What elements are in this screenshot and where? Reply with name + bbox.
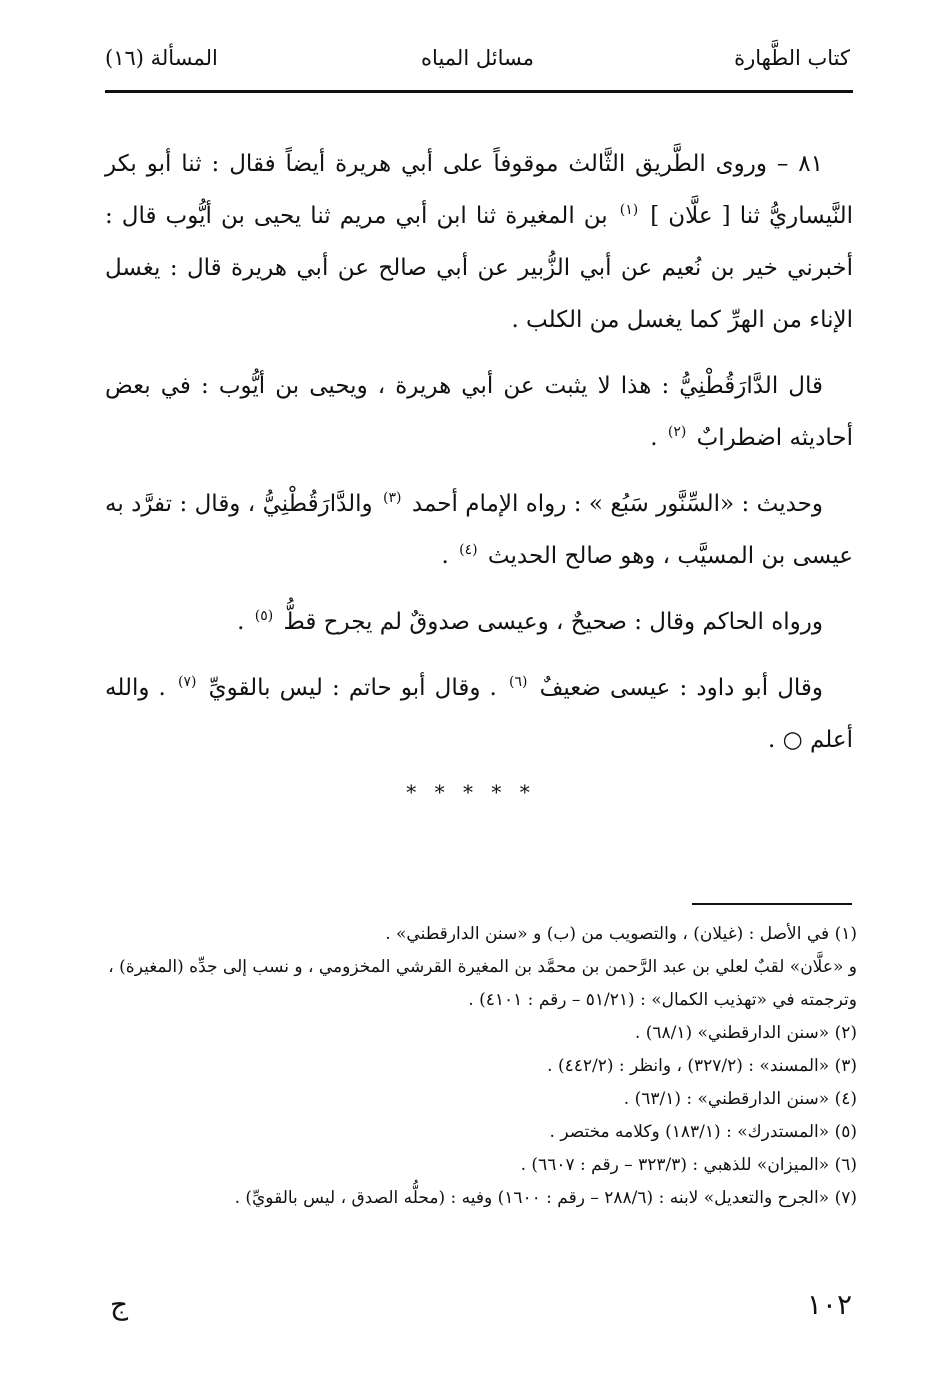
paragraph-text: . والله أعلم ○ .	[105, 675, 853, 753]
signature-mark: ج	[110, 1288, 129, 1321]
paragraph-text: ورواه الحاكم وقال : صحيحٌ ، وعيسى صدوقٌ لم يجرح قطُّ	[283, 609, 823, 635]
footnote-7: (٧) «الجرح والتعديل» لابنه : (٢٨٨/٦ – رقم : ١٦٠٠) وفيه : (محلُّه الصدق ، ليس بالقويِّ) .	[234, 1188, 857, 1208]
paragraph-text: ٨١ – وروى الطَّريق الثَّالث موقوفاً على أبي هريرة أيضاً فقال : ثنا أبو بكر النَّيساريُّ ثنا [ علَّان ]	[105, 151, 854, 229]
footnote-rule	[692, 903, 852, 905]
paragraph-text: وحديث : «السِّنَّور سَبُع » : رواه الإمام أحمد	[411, 491, 823, 517]
paragraph-text: .	[441, 543, 449, 569]
footnote-ref-7: (٧)	[177, 674, 197, 691]
footnote-4: (٤) «سنن الدارقطني» : (٦٣/١) .	[623, 1089, 857, 1109]
footnote-5: (٥) «المستدرك» : (١٨٣/١) وكلامه مختصر .	[549, 1122, 857, 1142]
footnote-1-continuation: و «علَّان» لقبٌ لعلي بن عبد الرَّحمن بن محمَّد بن المغيرة القرشي المخزومي ، و نسب إلى جدِّه (المغيرة) ، وترجمته في «تهذيب الكمال» : (٥١/٢١ – رقم : ٤١٠١) .	[108, 957, 857, 1010]
paragraph-text: وقال أبو داود : عيسى ضعيفٌ	[539, 675, 824, 701]
page-number: ١٠٢	[806, 1288, 852, 1321]
footnotes	[105, 918, 857, 1215]
footnote-2: (٢) «سنن الدارقطني» (٦٨/١) .	[634, 1023, 857, 1043]
paragraph-text: بن المغيرة ثنا ابن أبي مريم ثنا يحيى بن أيُّوب قال : أخبرني خير بن نُعيم عن أبي الزُّبير عن أبي صالح عن أبي هريرة قال : يغسل الإناء من الهرِّ كما يغسل من الكلب .	[105, 203, 853, 333]
paragraph-text: والدَّارَقُطْنِيُّ ، وقال : تفرَّد به عيسى بن المسيَّب ، وهو صالح الحديث	[105, 491, 853, 569]
paragraph-daraqutni	[105, 360, 853, 464]
footnote-3: (٣) «المسند» : (٣٢٧/٢) ، وانظر : (٤٤٢/٢) .	[547, 1056, 857, 1076]
paragraph-text: . وقال أبو حاتم : ليس بالقويِّ	[208, 675, 497, 701]
footnote-ref-3: (٣)	[383, 490, 402, 507]
header-chapter-title: مسائل المياه	[421, 46, 534, 70]
paragraph-81	[105, 138, 853, 346]
running-header	[105, 46, 850, 86]
footnote-ref-4: (٤)	[459, 542, 478, 559]
header-book-title: كتاب الطَّهارة	[734, 46, 850, 70]
footnote-ref-5: (٥)	[254, 608, 274, 625]
main-text	[105, 138, 853, 780]
header-rule	[105, 90, 853, 93]
footnote-ref-2: (٢)	[667, 424, 687, 441]
section-separator: * * * * *	[406, 780, 536, 804]
footnote-1: (١) في الأصل : (غيلان) ، والتصويب من (ب) و «سنن الدارقطني» .	[385, 924, 857, 944]
paragraph-text: .	[237, 609, 245, 635]
header-issue-number: المسألة (١٦)	[105, 46, 218, 70]
paragraph-sinnawr-hadith	[105, 478, 853, 582]
footnote-ref-1: (١)	[619, 202, 639, 219]
footnote-6: (٦) «الميزان» للذهبي : (٣٢٣/٣ – رقم : ٦٦٠٧) .	[520, 1155, 857, 1175]
paragraph-text: قال الدَّارَقُطْنِيُّ : هذا لا يثبت عن أبي هريرة ، ويحيى بن أيُّوب : في بعض أحاديثه اضطرابٌ	[105, 373, 853, 451]
footnote-ref-6: (٦)	[508, 674, 528, 691]
paragraph-text: .	[650, 425, 658, 451]
paragraph-hakim	[105, 596, 853, 648]
paragraph-abu-dawud	[105, 662, 853, 766]
